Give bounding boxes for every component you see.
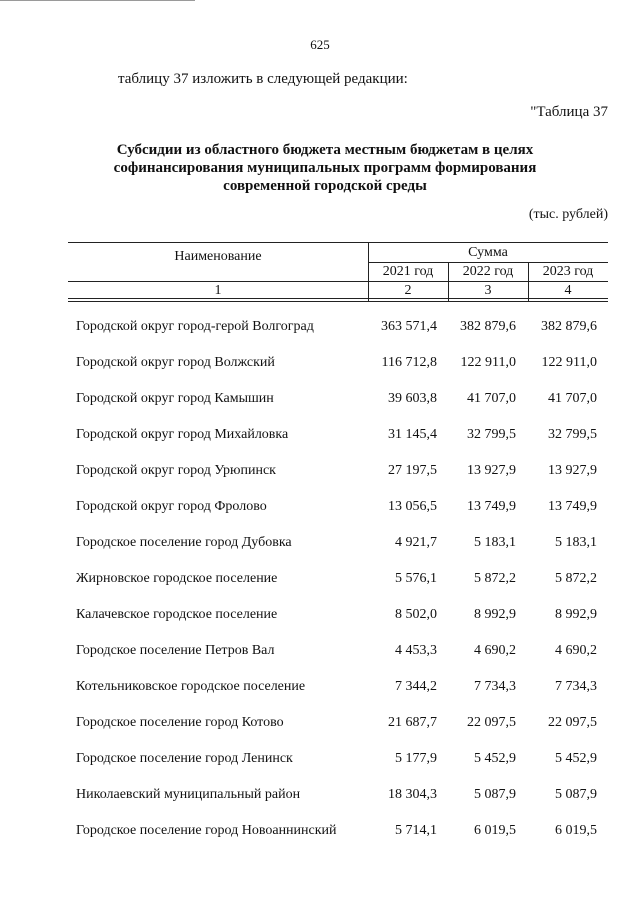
- row-value-2023: 4 690,2: [555, 643, 597, 658]
- row-value-2023: 5 872,2: [555, 571, 597, 586]
- document-title: [80, 141, 570, 195]
- row-value-2023: 8 992,9: [555, 607, 597, 622]
- row-value-2021: 8 502,0: [395, 607, 437, 622]
- row-name: Городское поселение Петров Вал: [76, 643, 275, 658]
- table-row: [0, 347, 640, 383]
- row-value-2021: 7 344,2: [395, 679, 437, 694]
- table-row: [0, 491, 640, 527]
- table-row: [0, 311, 640, 347]
- header-colnum-3: 3: [484, 283, 492, 298]
- row-name: Котельниковское городское поселение: [76, 679, 306, 694]
- row-name: Калачевское городское поселение: [76, 607, 278, 622]
- header-sum: Сумма: [468, 245, 508, 260]
- row-value-2022: 41 707,0: [467, 391, 516, 406]
- row-value-2023: 382 879,6: [541, 319, 597, 334]
- header-colnum-4: 4: [564, 283, 572, 298]
- table-row: [0, 383, 640, 419]
- row-value-2023: 5 087,9: [555, 787, 597, 802]
- intro-text: таблицу 37 изложить в следующей редакции:: [118, 71, 408, 87]
- title-line: Субсидии из областного бюджета местным бюджетам в целях: [116, 142, 534, 158]
- row-name: Городское поселение город Котово: [76, 715, 284, 730]
- row-value-2022: 5 452,9: [474, 751, 516, 766]
- row-value-2021: 5 177,9: [395, 751, 437, 766]
- row-value-2023: 32 799,5: [548, 427, 597, 442]
- table-row: [0, 779, 640, 815]
- row-value-2021: 39 603,8: [388, 391, 437, 406]
- table-row: [0, 815, 640, 851]
- row-name: Городской округ город Фролово: [76, 499, 267, 514]
- header-colnum-1: 1: [214, 283, 222, 298]
- header-top-rule: [68, 242, 608, 243]
- row-value-2022: 7 734,3: [474, 679, 516, 694]
- page-number: 625: [310, 37, 330, 52]
- row-value-2021: 5 714,1: [395, 823, 437, 838]
- row-value-2022: 5 872,2: [474, 571, 516, 586]
- table-label: "Таблица 37: [530, 104, 608, 120]
- table-row: [0, 671, 640, 707]
- table-row: [0, 455, 640, 491]
- row-value-2021: 31 145,4: [388, 427, 437, 442]
- row-name: Городской округ город Урюпинск: [76, 463, 276, 478]
- units-label: (тыс. рублей): [528, 207, 608, 222]
- row-name: Городской округ город Волжский: [76, 355, 275, 370]
- row-name: Городское поселение город Ленинск: [76, 751, 293, 766]
- header-bottom-rule-2: [68, 301, 608, 302]
- row-value-2023: 5 183,1: [555, 535, 597, 550]
- row-value-2023: 6 019,5: [555, 823, 597, 838]
- row-name: Городской округ город Камышин: [76, 391, 274, 406]
- table-row: [0, 563, 640, 599]
- row-value-2023: 22 097,5: [548, 715, 597, 730]
- table-row: [0, 527, 640, 563]
- row-value-2022: 22 097,5: [467, 715, 516, 730]
- table-row: [0, 743, 640, 779]
- title-line: софинансирования муниципальных программ формирования: [113, 160, 537, 176]
- row-name: Городской округ город-герой Волгоград: [76, 319, 314, 334]
- table-row: [0, 419, 640, 455]
- row-value-2022: 13 749,9: [467, 499, 516, 514]
- table-row: [0, 599, 640, 635]
- row-value-2023: 13 927,9: [548, 463, 597, 478]
- table-row: [0, 707, 640, 743]
- row-value-2023: 41 707,0: [548, 391, 597, 406]
- row-name: Николаевский муниципальный район: [76, 787, 301, 802]
- row-name: Городское поселение город Новоаннинский: [76, 823, 337, 838]
- header-name: Наименование: [174, 249, 262, 264]
- row-value-2021: 27 197,5: [388, 463, 437, 478]
- row-value-2021: 4 921,7: [395, 535, 437, 550]
- row-name: Городской округ город Михайловка: [76, 427, 289, 442]
- header-year-2021: 2021 год: [382, 264, 434, 279]
- row-value-2023: 5 452,9: [555, 751, 597, 766]
- row-value-2021: 21 687,7: [388, 715, 437, 730]
- header-year-2022: 2022 год: [462, 264, 514, 279]
- header-colnum-2: 2: [404, 283, 412, 298]
- title-line: современной городской среды: [223, 178, 427, 194]
- row-value-2021: 18 304,3: [388, 787, 437, 802]
- row-value-2022: 4 690,2: [474, 643, 516, 658]
- row-value-2022: 6 019,5: [474, 823, 516, 838]
- row-value-2021: 116 712,8: [381, 355, 437, 370]
- row-value-2023: 13 749,9: [548, 499, 597, 514]
- row-value-2021: 5 576,1: [395, 571, 437, 586]
- sum-divider-rule: [368, 262, 608, 263]
- years-divider-rule: [68, 281, 608, 282]
- row-value-2022: 32 799,5: [467, 427, 516, 442]
- row-value-2023: 7 734,3: [555, 679, 597, 694]
- table-row: [0, 635, 640, 671]
- row-name: Жирновское городское поселение: [76, 571, 278, 586]
- table-body: [0, 311, 640, 851]
- row-value-2021: 13 056,5: [388, 499, 437, 514]
- row-value-2022: 13 927,9: [467, 463, 516, 478]
- row-value-2022: 5 183,1: [474, 535, 516, 550]
- row-value-2022: 5 087,9: [474, 787, 516, 802]
- row-value-2021: 4 453,3: [395, 643, 437, 658]
- row-value-2022: 122 911,0: [460, 355, 516, 370]
- row-value-2023: 122 911,0: [541, 355, 597, 370]
- row-value-2022: 382 879,6: [460, 319, 516, 334]
- scan-edge-line: [0, 0, 195, 1]
- header-year-2023: 2023 год: [542, 264, 594, 279]
- row-name: Городское поселение город Дубовка: [76, 535, 292, 550]
- row-value-2021: 363 571,4: [381, 319, 437, 334]
- row-value-2022: 8 992,9: [474, 607, 516, 622]
